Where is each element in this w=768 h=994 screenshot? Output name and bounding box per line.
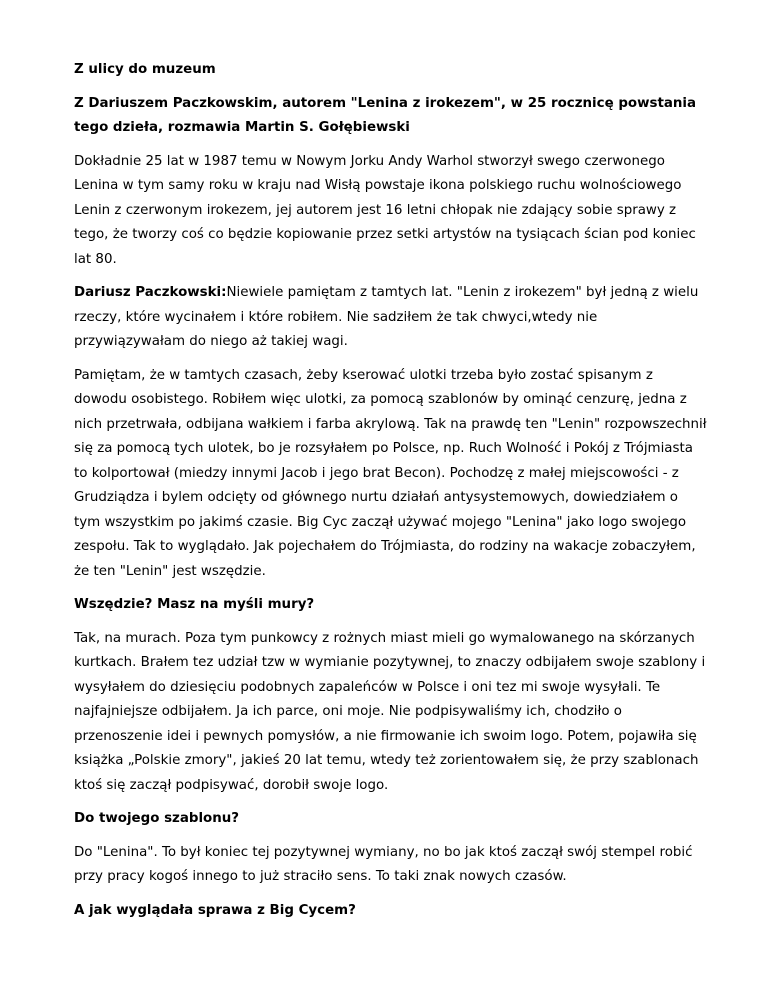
answer-paragraph-4: Do "Lenina". To był koniec tej pozytywnej wymiany, no bo jak ktoś zaczął swój stempel robić przy pracy kogoś innego to już straciło sens. To taki znak nowych czasów. [74,844,693,884]
article-intro: Dokładnie 25 lat w 1987 temu w Nowym Jorku Andy Warhol stworzył swego czerwonego Lenina w tym samy roku w kraju nad Wisłą powstaje ikona polskiego ruchu wolnościowego Lenin z czerwonym irokezem, jej autorem jest 16 letni chłopak nie zdający sobie sprawy z tego, że tworzy coś co będzie kopiowanie przez setki artystów na tysiącach ścian pod koniec lat 80. [74,153,696,267]
question-3: Do twojego szablonu? [74,811,240,826]
question-2: Wszędzie? Masz na myśli mury? [74,597,315,612]
answer-paragraph-3: Tak, na murach. Poza tym punkowcy z rożnych miast mieli go wymalowanego na skórzanych kurtkach. Brałem tez udział tzw w wymianie pozytywnej, to znaczy odbijałem swoje szablony i wysyłałem do dziesięciu podobnych zapaleńców w Polsce i oni tez mi swoje wysyłali. Te najfajniejsze odbijałem. Ja ich parce, oni moje. Nie podpisywaliśmy ich, chodziło o przenoszenie idei i pewnych pomysłów, a nie firmowanie ich swoim logo. Potem, pojawiła się książka „Polskie zmory", jakieś 20 lat temu, wtedy też zorientowałem się, że przy szablonach ktoś się zaczął podpisywać, dorobił swoje logo. [74,630,706,793]
question-4: A jak wyglądała sprawa z Big Cycem? [74,902,356,918]
article-lead: Z Dariuszem Paczkowskim, autorem "Lenina z irokezem", w 25 rocznicę powstania tego dzieła, rozmawia Martin S. Gołębiewski [74,95,697,135]
answer-1-text: Niewiele pamiętam z tamtych lat. "Lenin z irokezem" był jedną z wielu rzeczy, które wycinałem i które robiłem. Nie sadziłem że tak chwyci,wtedy nie przywiązywałam do niego aż takiej wagi. [74,285,699,349]
answer-paragraph-1 [74,281,708,355]
answer-paragraph-2: Pamiętam, że w tamtych czasach, żeby kserować ulotki trzeba było zostać spisanym z dowodu osobistego. Robiłem więc ulotki, za pomocą szablonów by ominąć cenzurę, jedna z nich przetrwała, odbijana wałkiem i farba akrylową. Tak na prawdę ten "Lenin" rozpowszechnił się za pomocą tych ulotek, bo je rozsyłałem po Polsce, np. Ruch Wolność i Pokój z Trójmiasta to kolportował (miedzy innymi Jacob i jego brat Becon). Pochodzę z małej miejscowości - z Grudziądza i bylem odcięty od głównego nurtu działań antysystemowych, dowiedziałem o tym wszystkim po jakimś czasie. Big Cyc zaczął używać mojego "Lenina" jako logo swojego zespołu. Tak to wyglądało. Jak pojechałem do Trójmiasta, do rodziny na wakacje zobaczyłem, że ten "Lenin" jest wszędzie. [74,367,707,579]
speaker-name: Dariusz Paczkowski: [74,285,227,300]
article-title: Z ulicy do muzeum [74,62,216,77]
